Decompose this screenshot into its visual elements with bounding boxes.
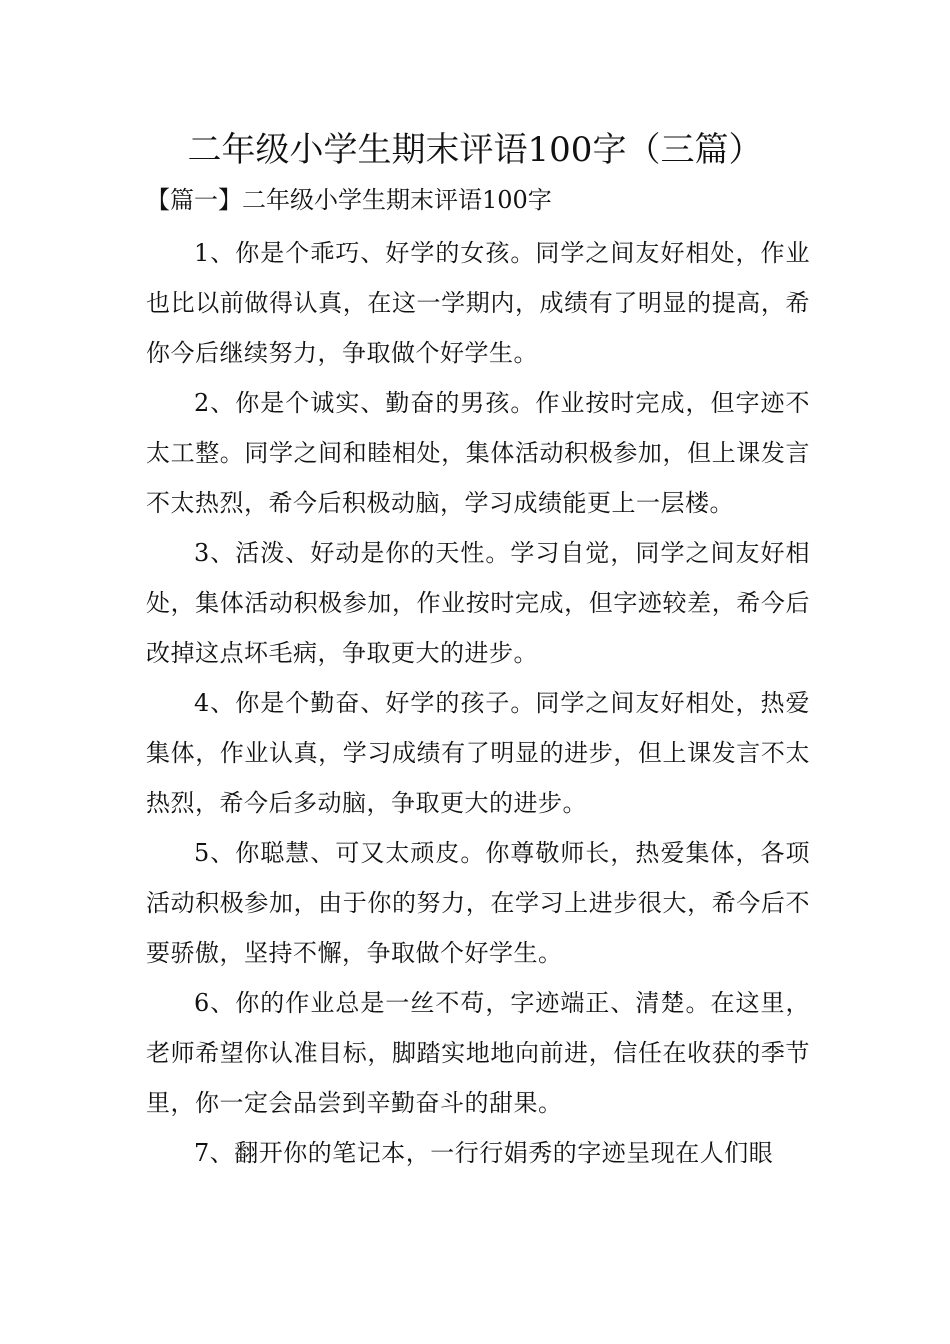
comment-paragraph-3: 3、活泼、好动是你的天性。学习自觉，同学之间友好相处，集体活动积极参加，作业按时完成，但字迹较差，希今后改掉这点坏毛病，争取更大的进步。 <box>146 539 810 667</box>
comment-paragraph-4: 4、你是个勤奋、好学的孩子。同学之间友好相处，热爱集体，作业认真，学习成绩有了明显的进步，但上课发言不太热烈，希今后多动脑，争取更大的进步。 <box>146 689 810 817</box>
comment-paragraph-2: 2、你是个诚实、勤奋的男孩。作业按时完成，但字迹不太工整。同学之间和睦相处，集体活动积极参加，但上课发言不太热烈，希今后积极动脑，学习成绩能更上一层楼。 <box>146 389 810 517</box>
section-heading: 【篇一】二年级小学生期末评语100字 <box>146 186 552 214</box>
document-title: 二年级小学生期末评语100字（三篇） <box>187 130 763 170</box>
comment-paragraph-1: 1、你是个乖巧、好学的女孩。同学之间友好相处，作业也比以前做得认真，在这一学期内，成绩有了明显的提高，希你今后继续努力，争取做个好学生。 <box>146 239 810 367</box>
comment-paragraph-5: 5、你聪慧、可又太顽皮。你尊敬师长，热爱集体，各项活动积极参加，由于你的努力，在学习上进步很大，希今后不要骄傲，坚持不懈，争取做个好学生。 <box>146 839 810 967</box>
comment-paragraph-7: 7、翻开你的笔记本，一行行娟秀的字迹呈现在人们眼 <box>194 1139 774 1167</box>
document-body <box>146 228 810 1178</box>
comment-paragraph-6: 6、你的作业总是一丝不苟，字迹端正、清楚。在这里，老师希望你认准目标，脚踏实地地向前进，信任在收获的季节里，你一定会品尝到辛勤奋斗的甜果。 <box>146 989 810 1117</box>
